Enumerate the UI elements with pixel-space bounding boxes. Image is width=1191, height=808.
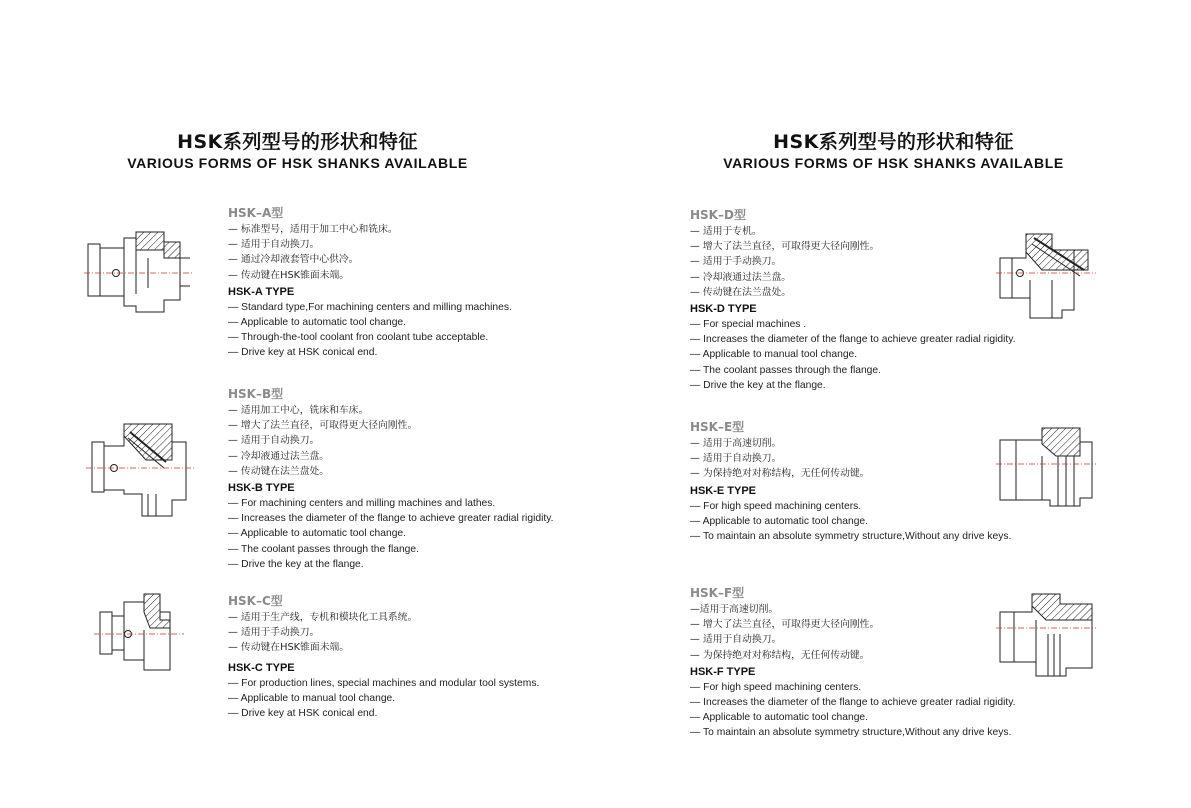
en-feature: — Drive key at HSK conical end.: [228, 347, 378, 359]
hsk-e-drawing: [996, 420, 1096, 510]
en-feature: — To maintain an absolute symmetry structure,Without any drive keys.: [690, 530, 1012, 542]
cn-feature: — 适用于手动换刀。: [690, 256, 782, 268]
en-feature: — Increases the diameter of the flange to achieve greater radial rigidity.: [690, 696, 1016, 708]
hsk-c-drawing: [94, 590, 184, 680]
section-hsk-f: [690, 584, 1015, 741]
hsk-a-drawing: [84, 228, 194, 318]
en-feature: — Standard type,For machining centers and milling machines.: [228, 301, 512, 313]
section-hsk-a: [228, 204, 512, 361]
hsk-d-drawing: [996, 230, 1096, 322]
type-heading: HSK-F TYPE: [690, 665, 756, 678]
type-heading: HSK-E TYPE: [690, 484, 757, 497]
en-feature: — Applicable to automatic tool change.: [690, 712, 869, 724]
en-feature: — Through-the-tool coolant fron coolant tube acceptable.: [228, 332, 489, 344]
en-feature: — For high speed machining centers.: [690, 500, 862, 512]
en-feature: — Drive the key at the flange.: [690, 379, 826, 391]
page-title-en: VARIOUS FORMS OF HSK SHANKS AVAILABLE: [127, 155, 468, 171]
page-title-en: VARIOUS FORMS OF HSK SHANKS AVAILABLE: [723, 155, 1064, 171]
type-heading: HSK-A TYPE: [228, 285, 295, 298]
cn-feature: —适用于高速切削。: [690, 604, 779, 615]
section-hsk-e: [690, 418, 1011, 544]
type-heading: HSK-D TYPE: [690, 302, 757, 315]
en-feature: — Applicable to automatic tool change.: [228, 316, 407, 328]
section-title: HSK–D型: [690, 208, 746, 222]
section-title: HSK–F型: [690, 586, 745, 600]
left-page: [0, 0, 595, 808]
cn-feature: — 增大了法兰直径，可取得更大径向刚性。: [690, 619, 880, 631]
cn-feature: — 适用于自动换刀。: [690, 634, 782, 646]
en-feature: — The coolant passes through the flange.: [228, 543, 420, 555]
section-hsk-c: [228, 592, 539, 721]
cn-feature: — 传动键在HSK锥面未端。: [228, 269, 350, 281]
cn-feature: — 为保持绝对对称结构，无任何传动键。: [690, 649, 870, 661]
cn-feature: — 适用于生产线，专机和模块化工具系统。: [228, 612, 418, 623]
en-feature: — To maintain an absolute symmetry structure,Without any drive keys.: [690, 727, 1012, 739]
en-feature: — For high speed machining centers.: [690, 681, 862, 693]
type-heading: HSK-C TYPE: [228, 661, 295, 674]
cn-feature: — 增大了法兰直径，可取得更大径向刚性。: [228, 420, 418, 432]
en-feature: — Increases the diameter of the flange to achieve greater radial rigidity.: [228, 513, 554, 525]
section-title: HSK–E型: [690, 420, 745, 434]
en-feature: — Applicable to manual tool change.: [690, 349, 858, 361]
cn-feature: — 标准型号，适用于加工中心和铣床。: [228, 224, 398, 235]
cn-feature: — 通过冷却液套管中心供冷。: [228, 254, 359, 266]
cn-feature: — 传动键在HSK锥面未端。: [228, 642, 350, 654]
cn-feature: — 传动键在法兰盘处。: [228, 465, 330, 477]
en-feature: — Applicable to automatic tool change.: [690, 515, 869, 527]
cn-feature: — 冷却液通过法兰盘。: [228, 450, 330, 462]
en-feature: — Applicable to automatic tool change.: [228, 528, 407, 540]
cn-feature: — 适用于自动换刀。: [690, 453, 782, 465]
right-page: [596, 0, 1191, 808]
en-feature: — For special machines .: [690, 318, 807, 330]
cn-feature: — 适用于自动换刀。: [228, 239, 320, 251]
en-feature: — The coolant passes through the flange.: [690, 364, 882, 376]
section-hsk-b: [228, 385, 553, 572]
en-feature: — For production lines, special machines and modular tool systems.: [228, 677, 540, 689]
en-feature: — For machining centers and milling machines and lathes.: [228, 497, 496, 509]
cn-feature: — 适用于自动换刀。: [228, 435, 320, 447]
section-title: HSK–A型: [228, 206, 284, 220]
page-title-cn: HSK系列型号的形状和特征: [177, 131, 418, 153]
en-feature: — Drive the key at the flange.: [228, 558, 364, 570]
en-feature: — Increases the diameter of the flange to achieve greater radial rigidity.: [690, 334, 1016, 346]
cn-feature: — 适用加工中心，铣床和车床。: [228, 405, 369, 416]
cn-feature: — 适用于专机。: [690, 226, 762, 237]
section-title: HSK–C型: [228, 594, 283, 608]
cn-feature: — 适用于高速切削。: [690, 438, 782, 449]
cn-feature: — 增大了法兰直径，可取得更大径向刚性。: [690, 241, 880, 253]
en-feature: — Applicable to manual tool change.: [228, 692, 396, 704]
hsk-b-drawing: [86, 420, 196, 520]
cn-feature: — 冷却液通过法兰盘。: [690, 271, 792, 283]
cn-feature: — 为保持绝对对称结构，无任何传动键。: [690, 468, 870, 480]
en-feature: — Drive key at HSK conical end.: [228, 707, 378, 719]
page-title-cn: HSK系列型号的形状和特征: [773, 131, 1014, 153]
section-title: HSK–B型: [228, 387, 284, 401]
section-hsk-d: [690, 206, 1015, 393]
type-heading: HSK-B TYPE: [228, 481, 295, 494]
cn-feature: — 传动键在法兰盘处。: [690, 286, 792, 298]
cn-feature: — 适用于手动换刀。: [228, 627, 320, 639]
hsk-f-drawing: [996, 590, 1096, 682]
